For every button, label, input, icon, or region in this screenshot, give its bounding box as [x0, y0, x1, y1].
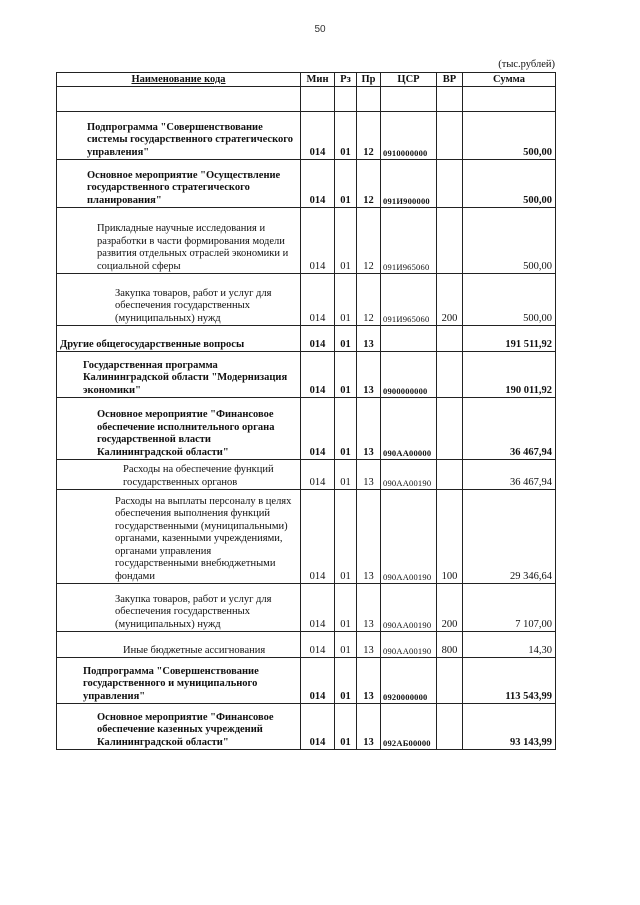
row-min: 014: [301, 112, 335, 160]
page-number: 50: [314, 24, 326, 35]
units-note: (тыс.рублей): [498, 59, 555, 70]
row-csr: 0900000000: [381, 352, 437, 398]
row-csr: 091И965060: [381, 274, 437, 326]
row-sum: 113 543,99: [463, 658, 556, 704]
table-row: [57, 352, 556, 398]
row-rz: 01: [335, 658, 357, 704]
table-row: [57, 160, 556, 208]
row-pr: 13: [357, 490, 381, 584]
spacer-row: [57, 87, 556, 112]
row-name: Основное мероприятие "Финансовое обеспечение казенных учреждений Калининградской области": [57, 704, 301, 750]
row-name: Закупка товаров, работ и услуг для обеспечения государственных (муниципальных) нужд: [57, 274, 301, 326]
row-vr: [437, 352, 463, 398]
col-header-sum: Сумма: [463, 73, 556, 87]
row-vr: [437, 398, 463, 460]
row-name: Закупка товаров, работ и услуг для обеспечения государственных (муниципальных) нужд: [57, 584, 301, 632]
row-min: 014: [301, 632, 335, 658]
row-name: Другие общегосударственные вопросы: [57, 326, 301, 352]
row-vr: [437, 658, 463, 704]
table-row: [57, 112, 556, 160]
row-csr: 090АА00190: [381, 490, 437, 584]
row-pr: 13: [357, 326, 381, 352]
row-pr: 13: [357, 352, 381, 398]
col-header-min: Мин: [301, 73, 335, 87]
row-vr: 200: [437, 584, 463, 632]
row-min: 014: [301, 704, 335, 750]
table-row: [57, 208, 556, 274]
row-csr: 090АА00190: [381, 460, 437, 490]
col-header-csr: ЦСР: [381, 73, 437, 87]
row-vr: 800: [437, 632, 463, 658]
row-sum: 7 107,00: [463, 584, 556, 632]
row-vr: 100: [437, 490, 463, 584]
row-sum: 500,00: [463, 160, 556, 208]
row-csr: 090АА00000: [381, 398, 437, 460]
table-row: [57, 490, 556, 584]
row-sum: 14,30: [463, 632, 556, 658]
row-csr: 091И965060: [381, 208, 437, 274]
row-rz: 01: [335, 584, 357, 632]
row-rz: 01: [335, 704, 357, 750]
row-min: 014: [301, 208, 335, 274]
row-min: 014: [301, 352, 335, 398]
row-rz: 01: [335, 490, 357, 584]
row-rz: 01: [335, 352, 357, 398]
row-rz: 01: [335, 160, 357, 208]
row-sum: 36 467,94: [463, 398, 556, 460]
row-csr: 0920000000: [381, 658, 437, 704]
row-csr: 0910000000: [381, 112, 437, 160]
row-vr: [437, 208, 463, 274]
table-row: [57, 274, 556, 326]
row-csr: [381, 326, 437, 352]
table-row: [57, 704, 556, 750]
row-vr: [437, 112, 463, 160]
row-pr: 13: [357, 658, 381, 704]
row-vr: [437, 326, 463, 352]
row-pr: 13: [357, 398, 381, 460]
row-vr: [437, 160, 463, 208]
budget-table: [56, 72, 556, 750]
row-sum: 500,00: [463, 112, 556, 160]
row-csr: 091И900000: [381, 160, 437, 208]
row-pr: 12: [357, 208, 381, 274]
row-min: 014: [301, 490, 335, 584]
row-min: 014: [301, 584, 335, 632]
row-name: Прикладные научные исследования и разработки в части формирования модели развития отдельных отраслей экономики и социальной сферы: [57, 208, 301, 274]
row-name: Расходы на выплаты персоналу в целях обеспечения выполнения функций государственными (муниципальными) органами, казенными учреждениями, органами управления государственными внебюджетными фондами: [57, 490, 301, 584]
row-sum: 500,00: [463, 208, 556, 274]
table-row: [57, 658, 556, 704]
row-pr: 13: [357, 704, 381, 750]
table-header-row: [57, 73, 556, 87]
table-row: [57, 460, 556, 490]
row-min: 014: [301, 326, 335, 352]
row-vr: [437, 704, 463, 750]
row-rz: 01: [335, 460, 357, 490]
row-vr: [437, 460, 463, 490]
row-min: 014: [301, 658, 335, 704]
row-name: Основное мероприятие "Осуществление государственного стратегического планирования": [57, 160, 301, 208]
row-min: 014: [301, 160, 335, 208]
table-row: [57, 584, 556, 632]
col-header-name: Наименование кода: [57, 73, 301, 87]
col-header-vr: ВР: [437, 73, 463, 87]
table-row: [57, 632, 556, 658]
row-pr: 13: [357, 632, 381, 658]
row-pr: 13: [357, 460, 381, 490]
table-row: [57, 398, 556, 460]
row-name: Подпрограмма "Совершенствование государственного и муниципального управления": [57, 658, 301, 704]
row-rz: 01: [335, 398, 357, 460]
row-min: 014: [301, 398, 335, 460]
row-sum: 191 511,92: [463, 326, 556, 352]
row-pr: 13: [357, 584, 381, 632]
row-sum: 29 346,64: [463, 490, 556, 584]
col-header-rz: Рз: [335, 73, 357, 87]
row-sum: 93 143,99: [463, 704, 556, 750]
row-sum: 36 467,94: [463, 460, 556, 490]
row-vr: 200: [437, 274, 463, 326]
row-name: Расходы на обеспечение функций государственных органов: [57, 460, 301, 490]
row-rz: 01: [335, 274, 357, 326]
row-name: Иные бюджетные ассигнования: [57, 632, 301, 658]
table-row: [57, 326, 556, 352]
row-pr: 12: [357, 274, 381, 326]
row-sum: 500,00: [463, 274, 556, 326]
row-rz: 01: [335, 208, 357, 274]
row-csr: 090АА00190: [381, 584, 437, 632]
row-name: Основное мероприятие "Финансовое обеспечение исполнительного органа государственной власти Калининградской области": [57, 398, 301, 460]
row-rz: 01: [335, 632, 357, 658]
row-sum: 190 011,92: [463, 352, 556, 398]
row-pr: 12: [357, 112, 381, 160]
col-header-pr: Пр: [357, 73, 381, 87]
row-pr: 12: [357, 160, 381, 208]
row-csr: 092АБ00000: [381, 704, 437, 750]
row-min: 014: [301, 274, 335, 326]
row-csr: 090АА00190: [381, 632, 437, 658]
row-min: 014: [301, 460, 335, 490]
row-name: Подпрограмма "Совершенствование системы государственного стратегического управления": [57, 112, 301, 160]
row-name: Государственная программа Калининградской области "Модернизация экономики": [57, 352, 301, 398]
row-rz: 01: [335, 326, 357, 352]
row-rz: 01: [335, 112, 357, 160]
